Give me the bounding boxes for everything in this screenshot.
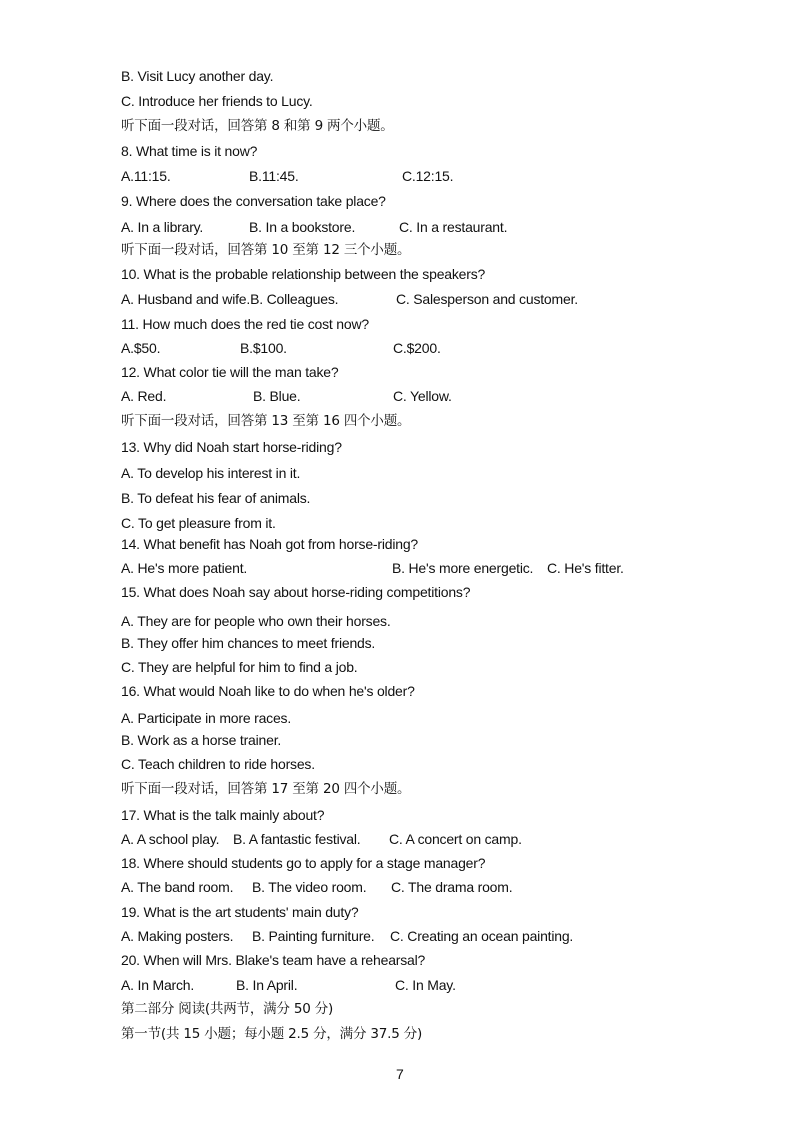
question-line: 19. What is the art students' main duty? — [121, 904, 359, 920]
option-a: A. He's more patient. — [121, 560, 248, 576]
question-line: 9. Where does the conversation take place? — [121, 193, 386, 209]
option-c: C. In May. — [395, 977, 456, 993]
option-c: C. Creating an ocean painting. — [390, 928, 574, 944]
option-c: C. In a restaurant. — [399, 219, 508, 235]
option-c: C. A concert on camp. — [389, 831, 522, 847]
option-line: B. Work as a horse trainer. — [121, 732, 282, 748]
option-c: C.$200. — [393, 340, 441, 356]
option-line: B. To defeat his fear of animals. — [121, 490, 311, 506]
option-a: A. Making posters. — [121, 928, 234, 944]
option-b: B.$100. — [240, 340, 287, 356]
option-line: C. Introduce her friends to Lucy. — [121, 93, 313, 109]
option-c: C. The drama room. — [391, 879, 513, 895]
section-instruction: 听下面一段对话，回答第 8 和第 9 两个小题。 — [121, 118, 394, 134]
question-line: 20. When will Mrs. Blake's team have a rehearsal? — [121, 952, 426, 968]
option-line: A. They are for people who own their horses. — [121, 613, 391, 629]
option-b: B.11:45. — [249, 168, 299, 184]
option-line: A. Participate in more races. — [121, 710, 292, 726]
option-a: A. In a library. — [121, 219, 204, 235]
question-line: 16. What would Noah like to do when he's older? — [121, 683, 415, 699]
option-a: A.$50. — [121, 340, 161, 356]
option-a: A.11:15. — [121, 168, 171, 184]
option-b: B. The video room. — [252, 879, 367, 895]
option-ab: A. Husband and wife.B. Colleagues. — [121, 291, 339, 307]
option-line: C. To get pleasure from it. — [121, 515, 276, 531]
option-c: C.12:15. — [402, 168, 454, 184]
option-line: B. They offer him chances to meet friends. — [121, 635, 376, 651]
question-line: 10. What is the probable relationship between the speakers? — [121, 266, 486, 282]
option-c: C. He's fitter. — [547, 560, 624, 576]
question-line: 12. What color tie will the man take? — [121, 364, 339, 380]
question-line: 13. Why did Noah start horse-riding? — [121, 439, 342, 455]
option-a: A. The band room. — [121, 879, 234, 895]
option-b: B. A fantastic festival. — [233, 831, 361, 847]
option-c: C. Salesperson and customer. — [396, 291, 578, 307]
option-c: C. Yellow. — [393, 388, 452, 404]
option-b: B. In a bookstore. — [249, 219, 356, 235]
section-instruction: 听下面一段对话，回答第 10 至第 12 三个小题。 — [121, 242, 411, 258]
option-a: A. In March. — [121, 977, 195, 993]
question-line: 8. What time is it now? — [121, 143, 258, 159]
part-heading: 第二部分 阅读(共两节，满分 50 分) — [121, 1001, 334, 1017]
page-number: 7 — [396, 1066, 404, 1082]
option-line: B. Visit Lucy another day. — [121, 68, 274, 84]
option-b: B. In April. — [236, 977, 298, 993]
question-line: 15. What does Noah say about horse-riding competitions? — [121, 584, 471, 600]
section-instruction: 听下面一段对话，回答第 17 至第 20 四个小题。 — [121, 781, 411, 797]
option-a: A. Red. — [121, 388, 167, 404]
option-line: C. They are helpful for him to find a job. — [121, 659, 358, 675]
question-line: 18. Where should students go to apply for a stage manager? — [121, 855, 486, 871]
section-instruction: 听下面一段对话，回答第 13 至第 16 四个小题。 — [121, 413, 411, 429]
option-a: A. A school play. — [121, 831, 220, 847]
question-line: 17. What is the talk mainly about? — [121, 807, 325, 823]
option-line: A. To develop his interest in it. — [121, 465, 301, 481]
section-heading: 第一节(共 15 小题；每小题 2.5 分，满分 37.5 分) — [121, 1026, 423, 1042]
question-line: 14. What benefit has Noah got from horse-riding? — [121, 536, 419, 552]
option-b: B. Blue. — [253, 388, 301, 404]
option-b: B. Painting furniture. — [252, 928, 375, 944]
option-line: C. Teach children to ride horses. — [121, 756, 315, 772]
question-line: 11. How much does the red tie cost now? — [121, 316, 369, 332]
option-b: B. He's more energetic. — [392, 560, 534, 576]
